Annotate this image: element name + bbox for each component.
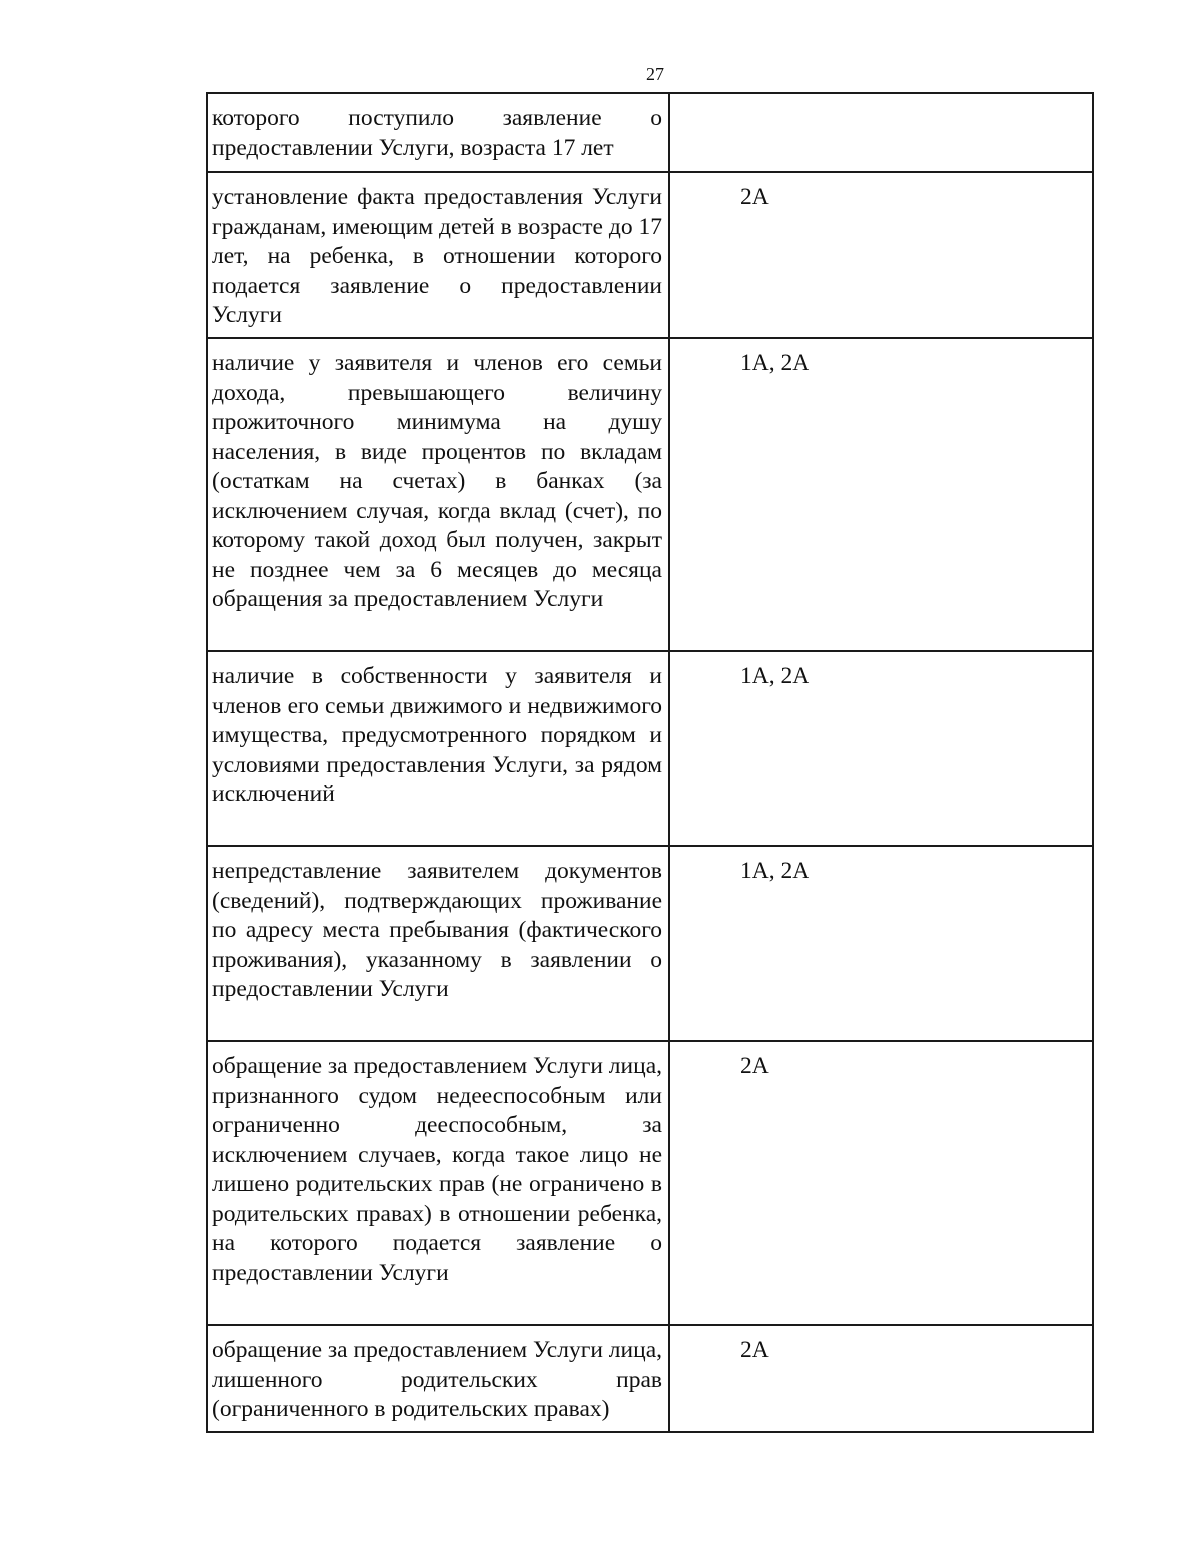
- condition-cell: обращение за предоставлением Услуги лица, признанного судом недееспособным или ограниченно дееспособным, за исключением случаев, когда такое лицо не лишено родительских прав (не ограничено в родительских правах) в отношении ребенка, на которого подается заявление о предоставлении Услуги: [207, 1041, 669, 1325]
- table-row: [207, 338, 1093, 651]
- condition-cell: непредставление заявителем документов (сведений), подтверждающих проживание по адресу места пребывания (фактического проживания), указанному в заявлении о предоставлении Услуги: [207, 846, 669, 1041]
- table-row: [207, 93, 1093, 172]
- code-cell: 2А: [669, 1041, 1093, 1325]
- condition-cell: обращение за предоставлением Услуги лица, лишенного родительских прав (ограниченного в родительских правах): [207, 1325, 669, 1432]
- code-cell: 1А, 2А: [669, 846, 1093, 1041]
- table-row: [207, 651, 1093, 846]
- code-cell: 2А: [669, 1325, 1093, 1432]
- code-cell: 2А: [669, 172, 1093, 338]
- condition-cell: которого поступило заявление о предоставлении Услуги, возраста 17 лет: [207, 93, 669, 172]
- table-row: [207, 846, 1093, 1041]
- page-number: 27: [646, 64, 664, 84]
- grounds-table: [206, 92, 1094, 1433]
- condition-cell: установление факта предоставления Услуги гражданам, имеющим детей в возрасте до 17 лет, на ребенка, в отношении которого подается заявление о предоставлении Услуги: [207, 172, 669, 338]
- code-cell: [669, 93, 1093, 172]
- code-cell: 1А, 2А: [669, 338, 1093, 651]
- condition-cell: наличие у заявителя и членов его семьи дохода, превышающего величину прожиточного минимума на душу населения, в виде процентов по вкладам (остаткам на счетах) в банках (за исключением случая, когда вклад (счет), по которому такой доход был получен, закрыт не позднее чем за 6 месяцев до месяца обращения за предоставлением Услуги: [207, 338, 669, 651]
- code-cell: 1А, 2А: [669, 651, 1093, 846]
- table-row: [207, 1041, 1093, 1325]
- condition-cell: наличие в собственности у заявителя и членов его семьи движимого и недвижимого имущества, предусмотренного порядком и условиями предоставления Услуги, за рядом исключений: [207, 651, 669, 846]
- table-row: [207, 1325, 1093, 1432]
- table-row: [207, 172, 1093, 338]
